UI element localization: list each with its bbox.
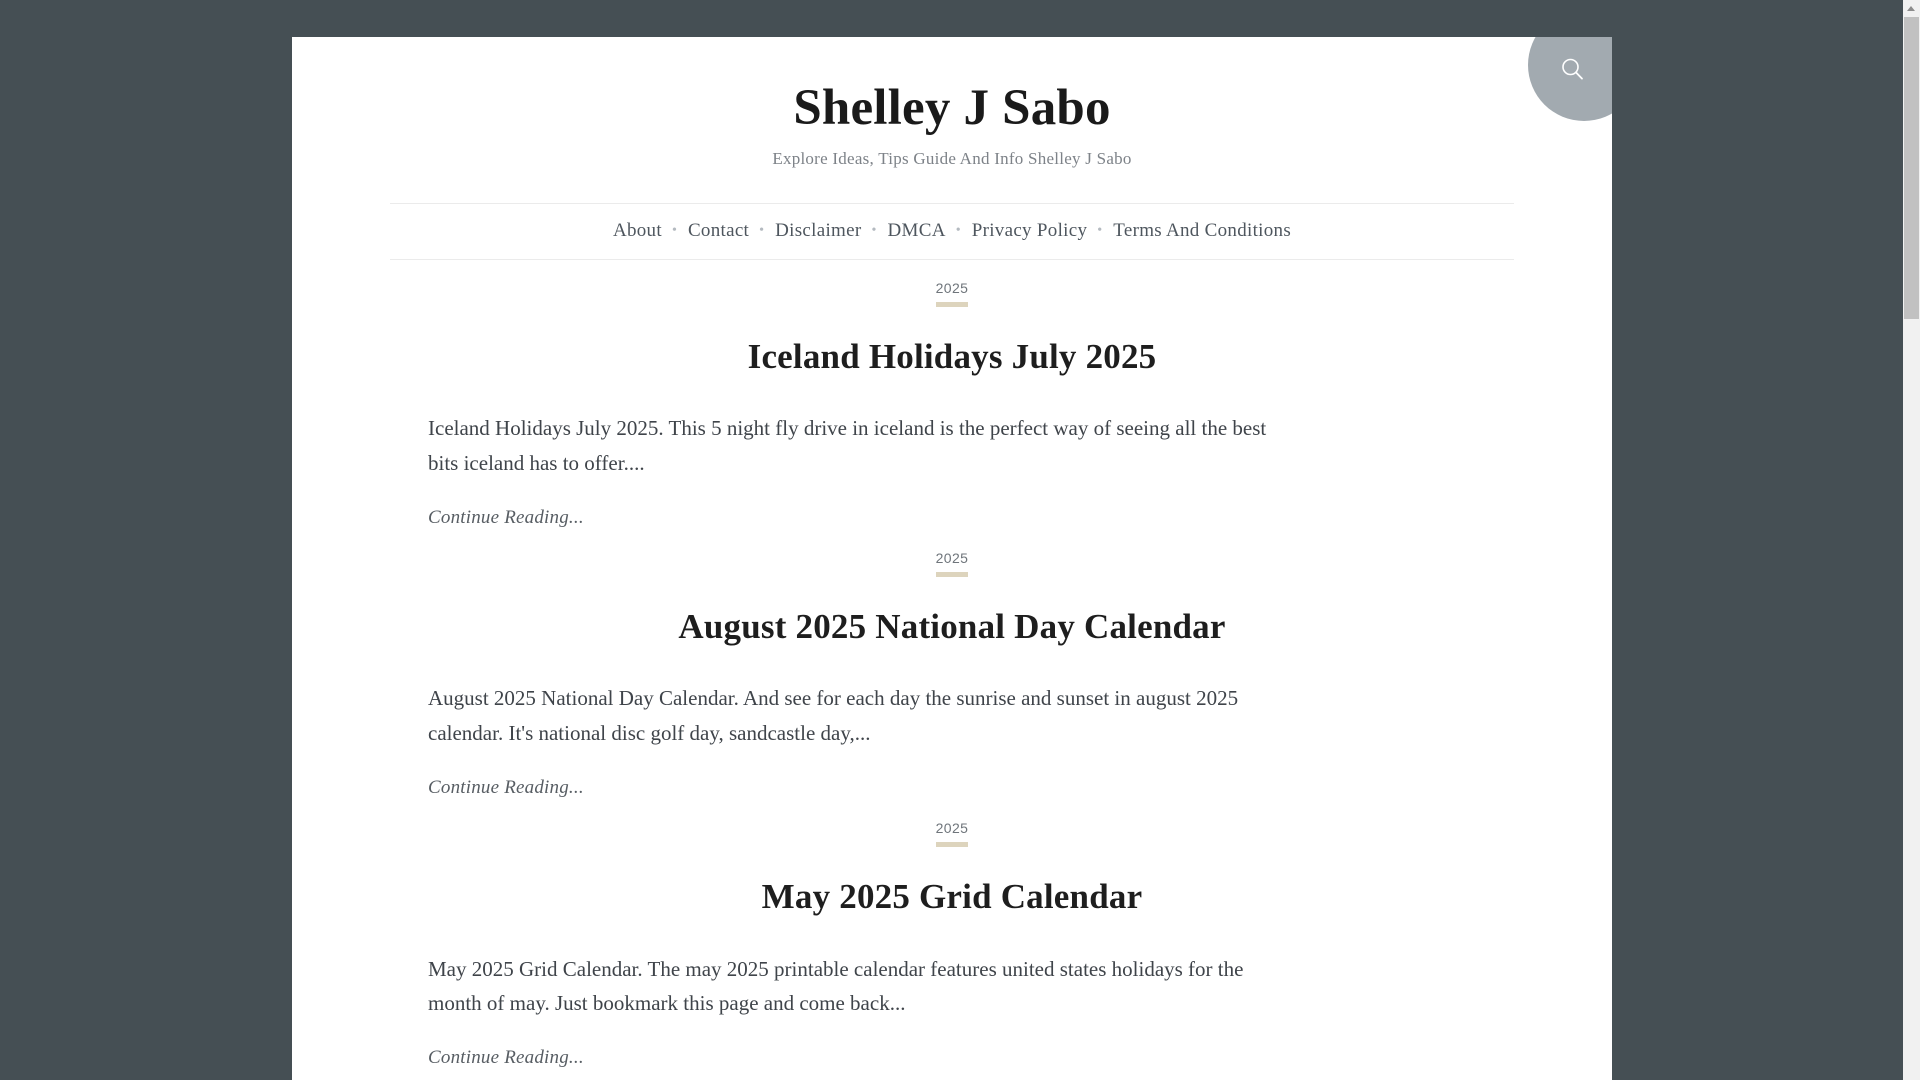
nav-item-about[interactable] [602, 220, 673, 242]
post-excerpt: May 2025 Grid Calendar. The may 2025 printable calendar features united states holidays for the month of may. Just bookmark this page and come back... [428, 956, 1244, 1016]
post-item [428, 799, 1476, 1069]
nav-item-disclaimer[interactable] [764, 220, 872, 242]
nav-item-terms-and-conditions[interactable] [1102, 220, 1302, 242]
post-title [428, 604, 1476, 650]
nav-link-contact[interactable]: Contact [687, 219, 750, 241]
post-title [428, 874, 1476, 920]
post-item [428, 260, 1476, 529]
site-description: Explore Ideas, Tips Guide And Info Shelley J Sabo [772, 148, 1132, 168]
post-list [292, 260, 1612, 1070]
continue-reading-link[interactable]: Continue Reading... [428, 506, 584, 528]
site-container [292, 37, 1612, 1080]
scrollbar-thumb[interactable] [1904, 17, 1919, 319]
site-title[interactable]: Shelley J Sabo [793, 80, 1111, 136]
nav-item-dmca[interactable] [877, 220, 957, 242]
main-navigation [390, 203, 1514, 260]
nav-link-about[interactable]: About [612, 219, 662, 241]
nav-link-dmca[interactable]: DMCA [887, 219, 946, 241]
post-meta [428, 550, 1476, 584]
vertical-scrollbar[interactable] [1903, 0, 1920, 1080]
triangle-up-icon[interactable] [1903, 0, 1920, 17]
post-excerpt: Iceland Holidays July 2025. This 5 night fly drive in iceland is the perfect way of seeing all the best bits iceland has to offer.... [428, 416, 1267, 475]
nav-link-terms-and-conditions[interactable]: Terms And Conditions [1113, 219, 1292, 241]
post-date[interactable]: 2025 [936, 280, 969, 307]
nav-link-disclaimer[interactable]: Disclaimer [775, 219, 862, 241]
search-icon [1558, 55, 1588, 85]
post-title-link[interactable]: August 2025 National Day Calendar [678, 606, 1226, 646]
nav-link-privacy-policy[interactable]: Privacy Policy [971, 219, 1088, 241]
nav-list [602, 220, 1302, 242]
continue-reading-link[interactable]: Continue Reading... [428, 777, 584, 799]
nav-item-contact[interactable] [677, 220, 760, 242]
site-header [292, 37, 1612, 169]
post-date[interactable]: 2025 [936, 550, 969, 577]
post-title-link[interactable]: Iceland Holidays July 2025 [747, 336, 1157, 376]
post-date[interactable]: 2025 [936, 820, 969, 847]
post-excerpt: August 2025 National Day Calendar. And see for each day the sunrise and sunset in august 2025 calendar. It's national disc golf day, sandcastle day,... [428, 686, 1239, 746]
post-item [428, 529, 1476, 799]
post-meta [428, 280, 1476, 314]
continue-reading-link[interactable]: Continue Reading... [428, 1047, 584, 1069]
post-title-link[interactable]: May 2025 Grid Calendar [761, 877, 1143, 917]
nav-item-privacy-policy[interactable] [961, 220, 1099, 242]
post-meta [428, 820, 1476, 854]
post-title [428, 334, 1476, 380]
